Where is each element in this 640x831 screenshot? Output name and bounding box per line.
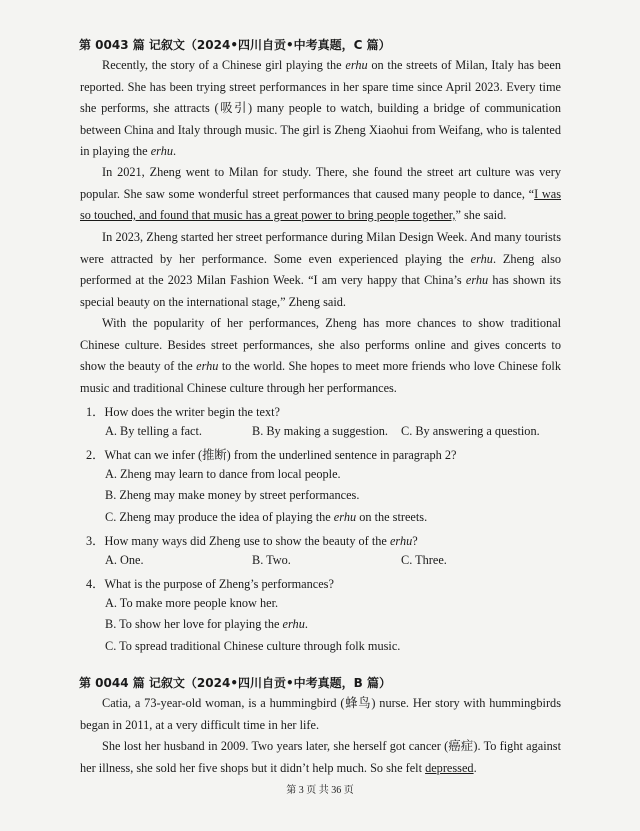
section-title-0043: 第 0043 篇 记叙文（2024•四川自贡•中考真题，C 篇） [79,38,391,52]
q4-option-a: A. To make more people know her. [105,596,279,610]
paragraph-6: She lost her husband in 2009. Two years later, she herself got cancer (癌症). To fight against her illness, she sold her five shops but it didn’t help much. So she felt depressed. [80,739,561,775]
q3-option-b: B. Two. [252,553,291,567]
underlined-sentence: I was so touched, and found that music has a great power to bring people together, [80,186,562,222]
q1-option-a: A. By telling a fact. [105,424,202,438]
paragraph-1: Recently, the story of a Chinese girl playing the erhu on the streets of Milan, Italy has been reported. She has been trying street performances in her spare time since April 2023. Every time she performs, she attracts (吸引) many people to watch, building a bridge of communication between China and Italy through music. The girl is Zheng Xiaohui from Weifang, who is talented in playing the erhu. [80,58,561,158]
underlined-word: depressed [425,760,474,775]
q2-option-c: C. Zheng may produce the idea of playing the erhu on the streets. [105,510,428,524]
question-4: 4．What is the purpose of Zheng’s performances? [86,577,334,591]
q3-option-c: C. Three. [401,553,447,567]
section-title-0044: 第 0044 篇 记叙文（2024•四川自贡•中考真题，B 篇） [79,676,391,690]
q1-option-b: B. By making a suggestion. [252,424,388,438]
q2-option-a: A. Zheng may learn to dance from local people. [105,467,341,481]
q4-option-b: B. To show her love for playing the erhu. [105,617,308,631]
paragraph-5: Catia, a 73-year-old woman, is a hummingbird (蜂鸟) nurse. Her story with hummingbirds began in 2011, at a very difficult time in her life. [80,696,561,732]
q1-option-c: C. By answering a question. [401,424,540,438]
q2-option-b: B. Zheng may make money by street performances. [105,488,360,502]
question-3: 3．How many ways did Zheng use to show the beauty of the erhu? [86,534,418,548]
paragraph-4: With the popularity of her performances, Zheng has more chances to show traditional Chinese culture. Besides street performances, she also performs online and gives concerts to show the beauty of the erhu to the world. She hopes to meet more friends who love Chinese folk music and traditional Chinese culture through her performances. [80,316,561,395]
question-1: 1．How does the writer begin the text? [86,405,280,419]
page-footer: 第 3 页 共 36 页 [286,785,354,796]
question-2: 2．What can we infer (推断) from the underlined sentence in paragraph 2? [86,448,457,462]
paragraph-3: In 2023, Zheng started her street performance during Milan Design Week. And many tourists were attracted by her performance. Some even experienced playing the erhu. Zheng also performed at the 2023 Milan Fashion Week. “I am very happy that China’s erhu has shown its special beauty on the international stage,” Zheng said. [80,230,562,309]
q4-option-c: C. To spread traditional Chinese culture through folk music. [105,639,401,653]
paragraph-2: In 2021, Zheng went to Milan for study. There, she found the street art culture was very popular. She saw some wonderful street performances that caused many people to dance, “I was so touched, and found that music has a great power to bring people together,” she said. [80,165,562,222]
q3-option-a: A. One. [105,553,144,567]
